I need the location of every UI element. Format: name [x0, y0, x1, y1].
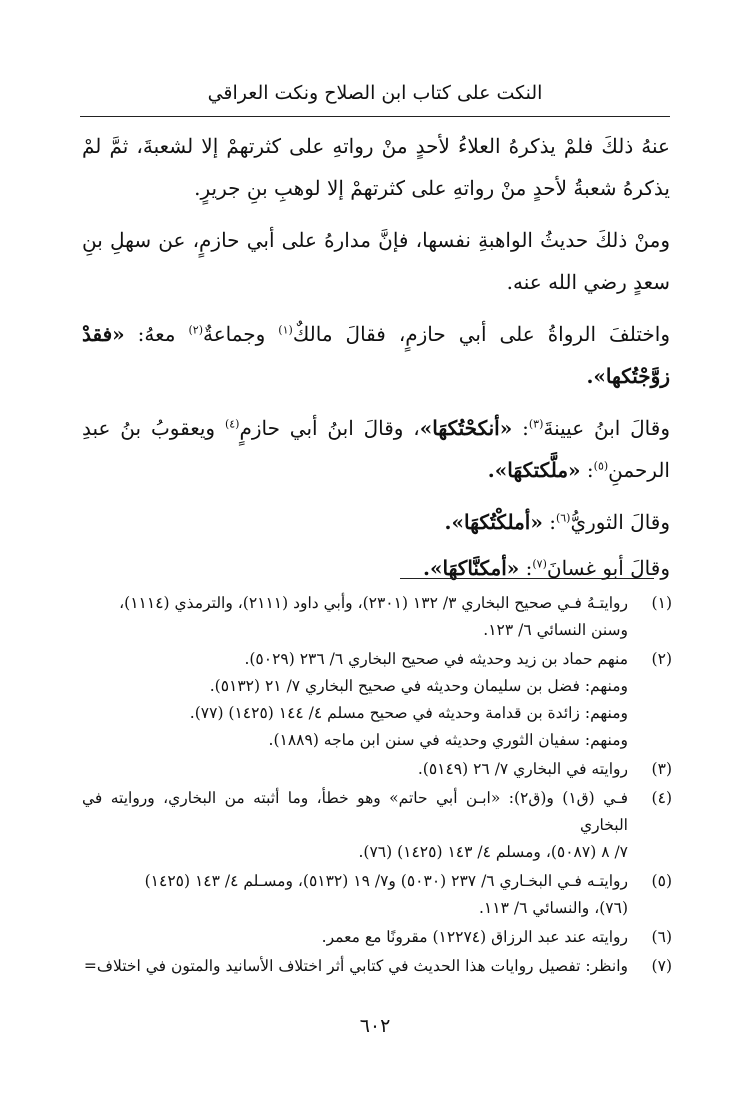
- footnote-line: وانظر: تفصيل روايات هذا الحديث في كتابي أثر اختلاف الأسانيد والمتون في اختلاف=: [83, 957, 628, 975]
- footnote-text: [82, 756, 628, 783]
- text-segment: وقالَ الثوريُّ: [570, 510, 670, 534]
- main-text: [82, 125, 670, 593]
- footnote-5: [82, 868, 672, 922]
- footnote-text: [82, 785, 628, 866]
- running-header: النكت على كتاب ابن الصلاح ونكت العراقي: [207, 82, 543, 104]
- footnote-line: روايتـه فـي البخـاري ٦/ ٢٣٧ (٥٠٣٠) و٧/ ١٩ (٥١٣٢)، ومسـلم ٤/ ١٤٣ (١٤٢٥): [144, 872, 628, 890]
- paragraph-6: [82, 547, 670, 589]
- paragraph-3: [82, 313, 670, 397]
- footnote-1: [82, 590, 672, 644]
- footnote-text: [82, 953, 628, 980]
- text-segment: وقالَ ابنُ عيينةَ: [543, 416, 670, 440]
- footnote-number: (٤): [651, 789, 672, 807]
- quoted-wording: «أملكْتُكهَا».: [444, 510, 543, 534]
- page-number: ٦٠٢: [359, 1015, 391, 1037]
- footnote-text: [82, 646, 628, 754]
- footnote-number: (١): [651, 594, 672, 612]
- footnote-line: (٧٦)، والنسائي ٦/ ١١٣.: [478, 899, 628, 917]
- footnote-number: (٦): [651, 928, 672, 946]
- quoted-wording: «أنكحْتُكهَا»: [419, 416, 513, 440]
- footnote-line: فـي (ق١) و(ق٢): «ابـن أبي حاتم» وهو خطأ، وما أثبته من البخاري، وروايته في البخاري: [82, 789, 628, 834]
- footnote-line: وسنن النسائي ٦/ ١٢٣.: [483, 621, 628, 639]
- footnote-2: [82, 646, 672, 754]
- footnote-text: [82, 924, 628, 951]
- footnote-line: روايته عند عبد الرزاق (١٢٢٧٤) مقرونًا مع معمر.: [321, 928, 628, 946]
- footnote-line: ومنهم: فضل بن سليمان وحديثه في صحيح البخاري ٧/ ٢١ (٥١٣٢).: [209, 677, 628, 695]
- footnote-ref-4[interactable]: (٤): [224, 417, 240, 431]
- quoted-wording: «ملَّكتكهَا».: [487, 458, 581, 482]
- footnote-number: (٣): [651, 760, 672, 778]
- text-segment: :: [580, 458, 594, 482]
- footnote-line: ٧/ ٨ (٥٠٨٧)، ومسلم ٤/ ١٤٣ (١٤٢٥) (٧٦).: [358, 843, 628, 861]
- footnote-line: ومنهم: زائدة بن قدامة وحديثه في صحيح مسلم ٤/ ١٤٤ (١٤٢٥) (٧٧).: [189, 704, 628, 722]
- footnote-ref-5[interactable]: (٥): [593, 459, 609, 473]
- footnote-text: [82, 868, 628, 922]
- paragraph-4: [82, 407, 670, 491]
- text-segment: :: [512, 416, 529, 440]
- footnote-3: [82, 756, 672, 783]
- footnote-4: [82, 785, 672, 866]
- footnote-line: روايته في البخاري ٧/ ٢٦ (٥١٤٩).: [417, 760, 628, 778]
- text-segment: وقالَ أبو غسانَ: [546, 556, 670, 580]
- footnote-7: [82, 953, 672, 980]
- text-segment: :: [519, 556, 533, 580]
- paragraph-1: عنهُ ذلكَ فلمْ يذكرهُ العلاءُ لأحدٍ منْ رواتهِ على كثرتهمْ إلا لشعبةَ، ثمَّ لمْ يذكرهُ شعبةُ لأحدٍ منْ رواتهِ على كثرتهمْ إلا لوهبِ بنِ جريرٍ.: [82, 134, 670, 200]
- footnote-line: ومنهم: سفيان الثوري وحديثه في سنن ابن ماجه (١٨٨٩).: [268, 731, 628, 749]
- header-divider: [80, 116, 670, 117]
- footnote-line: روايتـهُ فـي صحيح البخاري ٣/ ١٣٢ (٢٣٠١)، وأبي داود (٢١١١)، والترمذي (١١١٤)،: [119, 594, 628, 612]
- footnote-6: [82, 924, 672, 951]
- paragraph-2: ومنْ ذلكَ حديثُ الواهبةِ نفسها، فإنَّ مدارهُ على أبي حازمٍ، عن سهلِ بنِ سعدٍ رضي الله عنه.: [82, 228, 670, 294]
- footnote-ref-3[interactable]: (٣): [528, 417, 544, 431]
- text-segment: واختلفَ الرواةُ على أبي حازمٍ، فقالَ مالكٌ: [292, 322, 670, 346]
- quoted-wording: «فقدْ زوَّجْتُكها».: [82, 322, 670, 388]
- footnote-number: (٧): [651, 957, 672, 975]
- footnote-ref-2[interactable]: (٢): [188, 323, 203, 337]
- text-segment: :: [542, 510, 556, 534]
- footnote-ref-1[interactable]: (١): [278, 323, 293, 337]
- footnote-line: منهم حماد بن زيد وحديثه في صحيح البخاري ٦/ ٢٣٦ (٥٠٢٩).: [244, 650, 628, 668]
- footnote-number: (٥): [651, 872, 672, 890]
- text-segment: ويعقوبُ بنُ عبدِ الرحمنِ: [82, 416, 670, 482]
- footnote-text: [82, 590, 628, 644]
- footnote-ref-6[interactable]: (٦): [555, 511, 571, 525]
- footnote-number: (٢): [651, 650, 672, 668]
- text-segment: وجماعةٌ: [202, 322, 279, 346]
- text-segment: ، وقالَ ابنُ أبي حازمٍ: [239, 416, 420, 440]
- footnote-ref-7[interactable]: (٧): [532, 557, 547, 571]
- footnote-divider: [400, 578, 654, 579]
- quoted-wording: «أمكنَّاكهَا».: [423, 556, 520, 580]
- paragraph-5: [82, 501, 670, 543]
- text-segment: معهُ:: [124, 322, 189, 346]
- footnotes: [82, 590, 672, 982]
